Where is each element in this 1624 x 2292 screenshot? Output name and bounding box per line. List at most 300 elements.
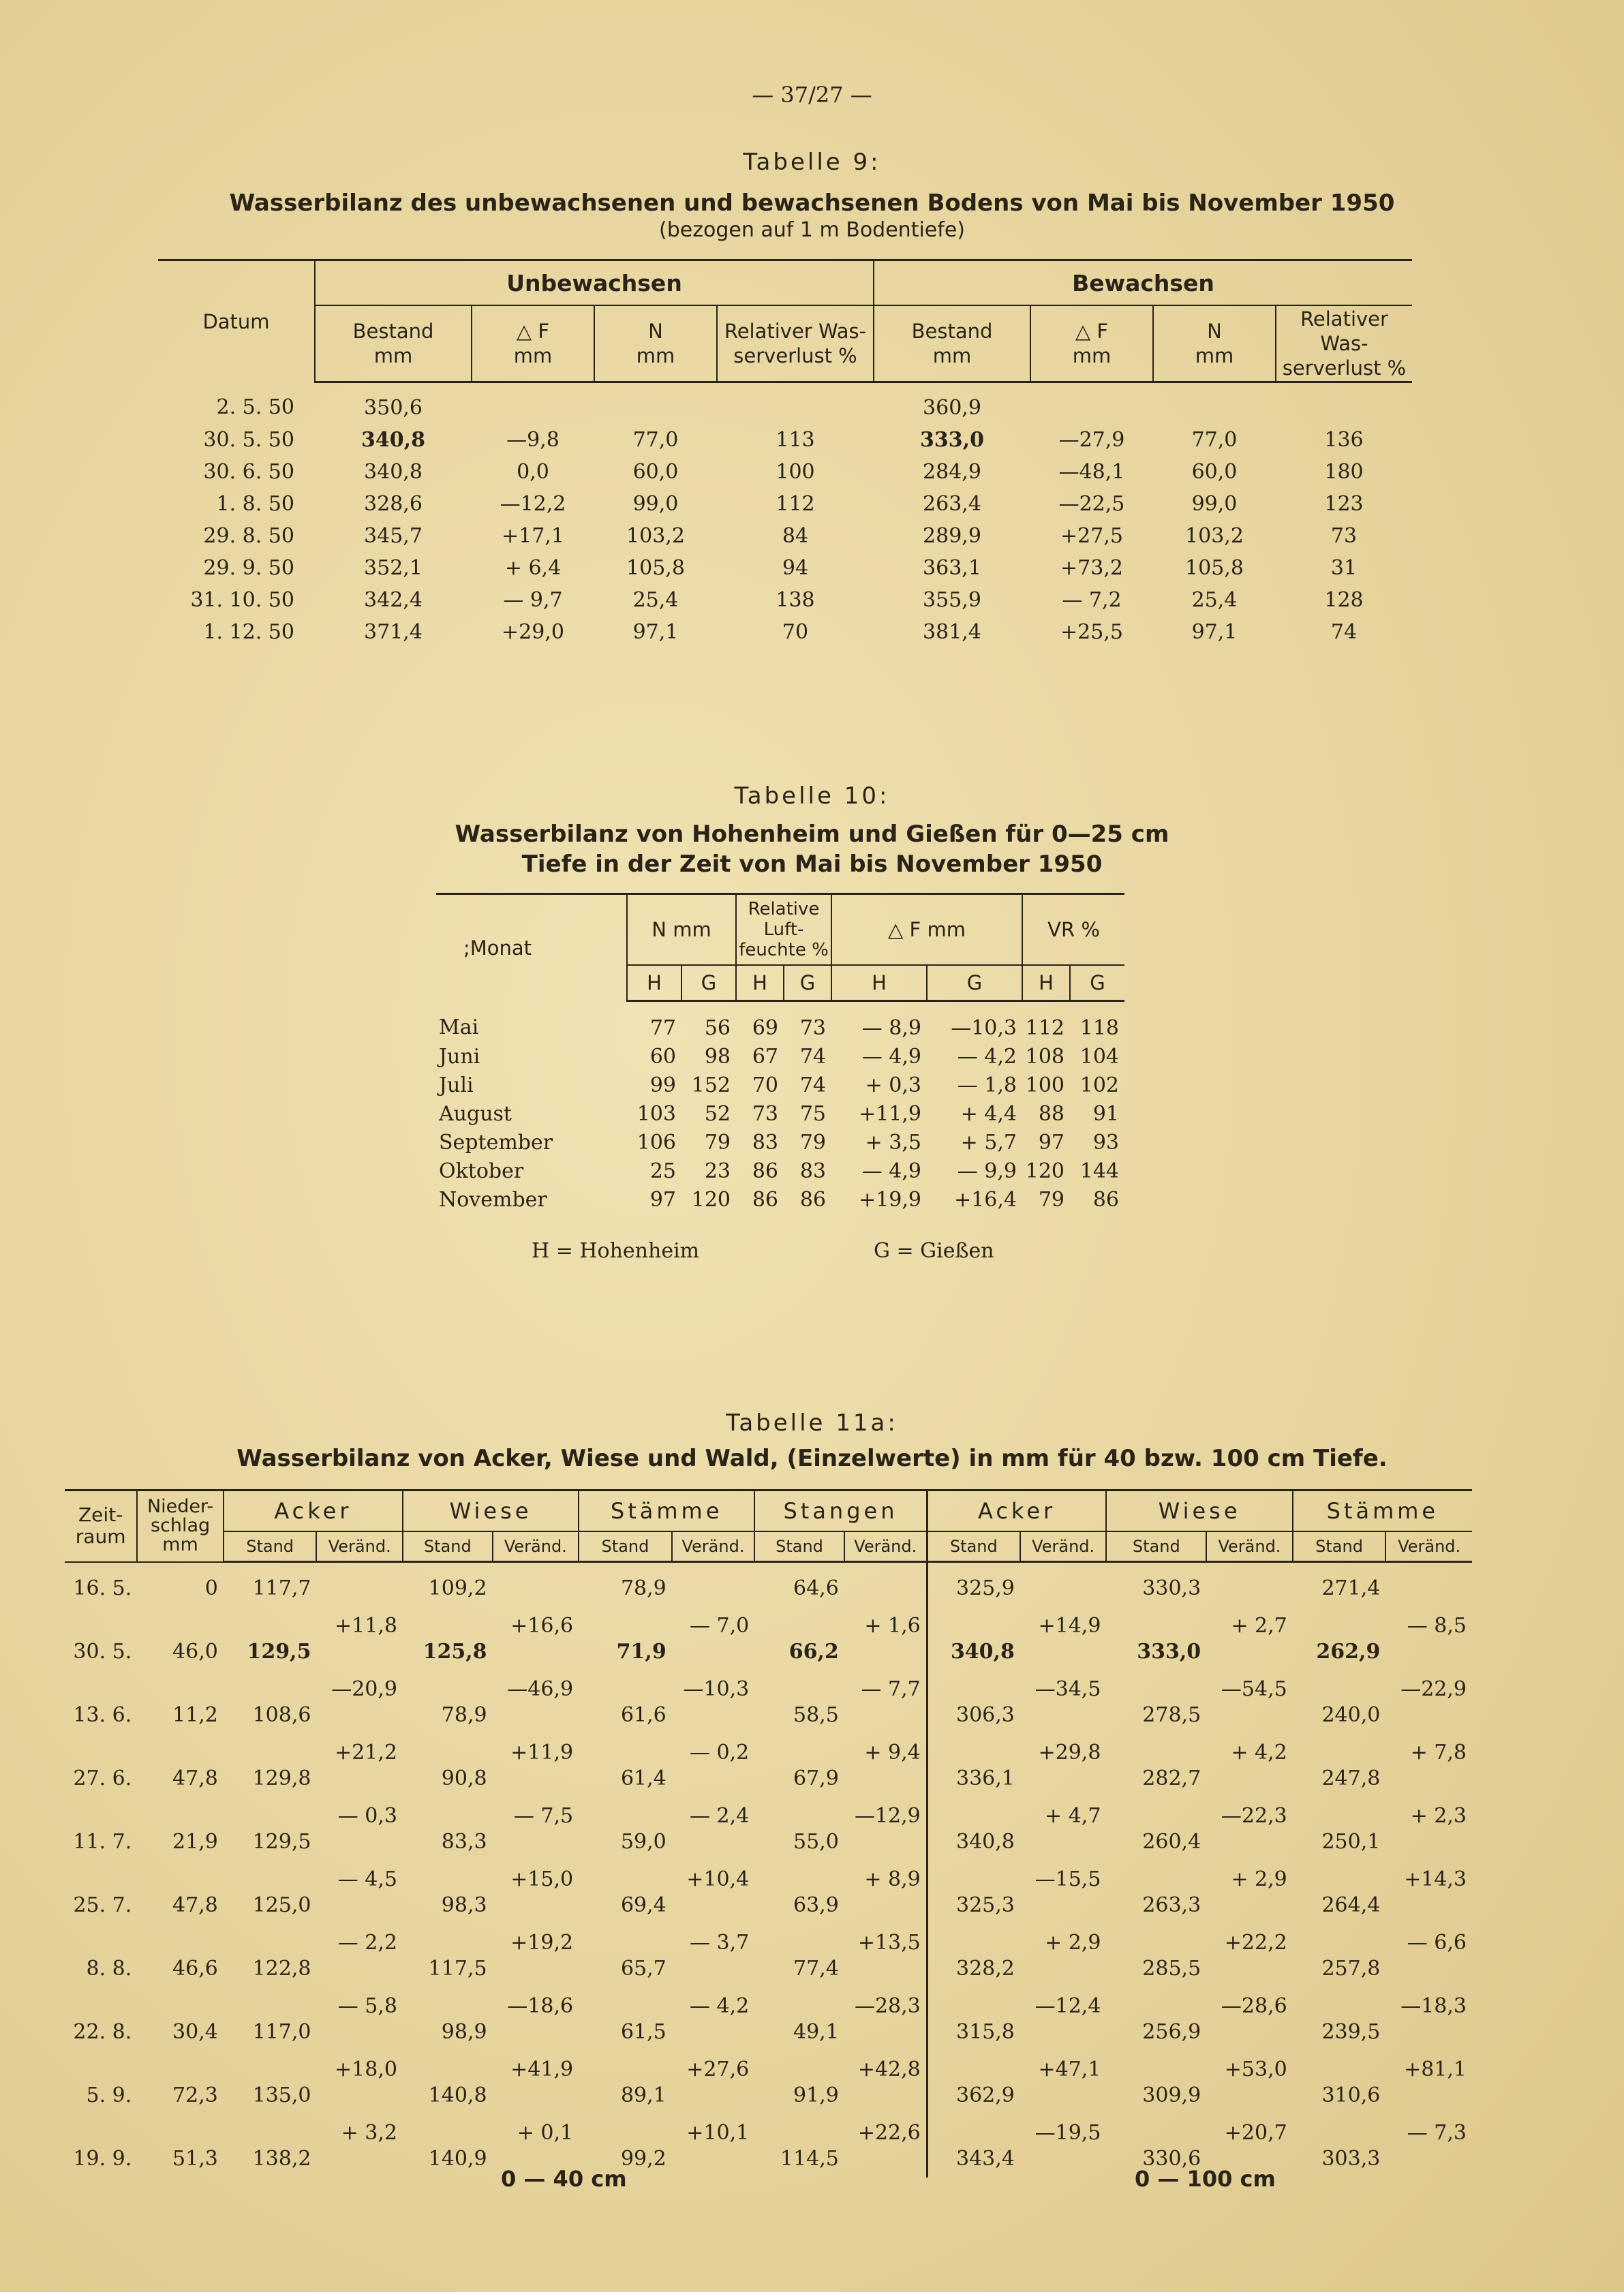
stand-cell: 108,6: [252, 1703, 311, 1727]
value-cell: 381,4: [923, 620, 981, 644]
value-cell: 84: [782, 524, 809, 548]
value-cell: 340,8: [361, 428, 425, 452]
table10-row: [436, 1185, 1124, 1214]
table10-row: [436, 1157, 1124, 1185]
col-niederschlag: Nieder- schlag mm: [137, 1491, 224, 1562]
date-cell: 8. 8.: [86, 1957, 132, 1981]
col-zeitraum: Zeit- raum: [65, 1491, 137, 1562]
cell: [403, 1987, 493, 2019]
cell: [1206, 2019, 1293, 2051]
cell: [493, 1702, 579, 1734]
value-cell: 103,2: [626, 524, 685, 548]
veraend-cell: +14,3: [1404, 1867, 1467, 1891]
veraend-cell: — 2,4: [689, 1804, 750, 1828]
cell: [1106, 2114, 1206, 2145]
cell: [137, 1607, 224, 1638]
cell: [137, 1797, 224, 1829]
stand-cell: 61,5: [620, 2020, 667, 2044]
cell: [1106, 1861, 1206, 1892]
value-cell: 128: [1324, 588, 1364, 612]
veraend-cell: —28,3: [854, 1994, 921, 2018]
table11a-stand-row: [65, 2082, 1472, 2114]
veraend-cell: + 9,4: [864, 1741, 921, 1764]
value-cell: 340,8: [364, 460, 423, 484]
value-cell: 69: [752, 1015, 778, 1040]
veraend-cell: + 0,1: [517, 2121, 574, 2145]
stand-cell: 129,8: [252, 1767, 311, 1790]
sub-stand: Stand: [1106, 1531, 1206, 1562]
stand-cell: 328,2: [927, 1955, 1020, 1987]
cell: [927, 1797, 1020, 1829]
cell: [1206, 1955, 1293, 1987]
veraend-cell: +20,7: [1224, 2121, 1287, 2145]
cell: [1385, 1955, 1472, 1987]
table9-row: [158, 424, 1412, 456]
value-cell: 60: [649, 1044, 676, 1069]
value-cell: 94: [782, 556, 809, 580]
value-cell: 79: [1038, 1187, 1064, 1212]
veraend-cell: +16,6: [510, 1614, 574, 1638]
table10-label: Tabelle 10:: [734, 782, 890, 810]
veraend-cell: + 1,6: [864, 1614, 921, 1638]
table11a-change-row: [65, 1924, 1472, 1955]
value-cell: [1276, 382, 1412, 425]
cell: [137, 1670, 224, 1702]
table11a-stand-row: [65, 1829, 1472, 1861]
value-cell: 0,0: [517, 460, 549, 484]
veraend-cell: + 2,9: [1045, 1931, 1101, 1955]
value-cell: +27,5: [1060, 524, 1123, 548]
table11a-title: Wasserbilanz von Acker, Wiese und Wald, (Einzelwerte) in mm für 40 bzw. 100 cm Tiefe.: [236, 1445, 1388, 1472]
stand-cell: 66,2: [788, 1640, 839, 1664]
value-cell: 99,0: [632, 492, 679, 516]
table11a-stand-row: [65, 1955, 1472, 1987]
month-cell: November: [439, 1187, 547, 1212]
veraend-cell: +53,0: [1224, 2058, 1287, 2081]
cell: [224, 1861, 317, 1892]
table10-title-line2: Tiefe in der Zeit von Mai bis November 1950: [521, 851, 1103, 878]
value-cell: 105,8: [1185, 556, 1244, 580]
stand-cell: 117,7: [252, 1576, 311, 1600]
sub-veraend: Veränd.: [1385, 1531, 1472, 1562]
cell: [1385, 1765, 1472, 1797]
cell: [1020, 1638, 1107, 1670]
stand-cell: 260,4: [1142, 1830, 1201, 1854]
cell: [754, 1924, 844, 1955]
table9-row: [158, 552, 1412, 584]
veraend-cell: — 7,5: [513, 1804, 574, 1828]
veraend-cell: +11,9: [510, 1741, 574, 1764]
table10-row: [436, 1071, 1124, 1099]
sub-stand: Stand: [579, 1531, 672, 1562]
veraend-cell: —46,9: [507, 1677, 574, 1701]
cell: [1385, 1892, 1472, 1924]
stand-cell: 109,2: [428, 1576, 487, 1600]
cell: [672, 1702, 754, 1734]
value-cell: [472, 382, 594, 425]
niederschlag-cell: 47,8: [172, 1767, 218, 1790]
veraend-cell: — 7,7: [861, 1677, 921, 1701]
cell: [672, 2082, 754, 2114]
value-cell: — 7,2: [1062, 588, 1122, 612]
niederschlag-cell: 30,4: [172, 2020, 218, 2044]
group-acker-40: Acker: [224, 1491, 403, 1532]
cell: [1293, 1734, 1386, 1765]
value-cell: 23: [704, 1159, 731, 1183]
value-cell: 86: [752, 1159, 778, 1183]
veraend-cell: — 4,5: [337, 1867, 397, 1891]
value-cell: 152: [691, 1073, 731, 1097]
value-cell: 284,9: [923, 460, 981, 484]
table9-title: Wasserbilanz des unbewachsenen und bewachsenen Bodens von Mai bis November 1950: [229, 189, 1395, 217]
cell: [579, 1924, 672, 1955]
cell: [1293, 2114, 1386, 2145]
table11a-stand-row: [65, 1765, 1472, 1797]
cell: [224, 1797, 317, 1829]
cell: [844, 1638, 927, 1670]
cell: [316, 1955, 403, 1987]
stand-cell: 69,4: [620, 1893, 667, 1917]
value-cell: 73: [1330, 524, 1358, 548]
veraend-cell: +10,4: [686, 1867, 750, 1891]
cell: [1385, 2019, 1472, 2051]
col-rel-u: Relativer Was- serverlust %: [717, 305, 874, 382]
value-cell: 112: [1025, 1015, 1064, 1040]
cell: [927, 2114, 1020, 2145]
cell: [579, 2051, 672, 2082]
cell: [403, 1670, 493, 1702]
value-cell: 97: [649, 1187, 676, 1212]
cell: [1206, 2082, 1293, 2114]
cell: [493, 2019, 579, 2051]
table9-row: [158, 488, 1412, 520]
cell: [316, 2019, 403, 2051]
value-cell: 70: [752, 1073, 778, 1097]
value-cell: 73: [752, 1101, 778, 1126]
cell: [403, 1797, 493, 1829]
value-cell: [594, 382, 717, 425]
niederschlag-cell: 21,9: [172, 1830, 218, 1854]
veraend-cell: —22,3: [1221, 1804, 1287, 1828]
cell: [137, 1987, 224, 2019]
table11a-stand-row: [65, 2019, 1472, 2051]
veraend-cell: +81,1: [1404, 2058, 1467, 2081]
value-cell: 106: [637, 1130, 676, 1155]
month-cell: Juni: [439, 1044, 480, 1069]
stand-cell: 239,5: [1321, 2020, 1381, 2044]
stand-cell: 129,5: [252, 1830, 311, 1854]
table11a-stand-row: [65, 1702, 1472, 1734]
stand-cell: 247,8: [1321, 1767, 1381, 1790]
cell: [65, 1987, 137, 2019]
cell: [493, 1829, 579, 1861]
cell: [1293, 1924, 1386, 1955]
stand-cell: 330,3: [1142, 1576, 1201, 1600]
footer-depth-100: 0 — 100 cm: [1135, 2166, 1276, 2192]
col-n-mm: N mm: [627, 894, 736, 966]
value-cell: 73: [799, 1015, 826, 1040]
stand-cell: 325,9: [927, 1562, 1020, 1608]
stand-cell: 278,5: [1142, 1703, 1201, 1727]
cell: [224, 1987, 317, 2019]
cell: [754, 1797, 844, 1829]
cell: [844, 1955, 927, 1987]
cell: [137, 1861, 224, 1892]
cell: [65, 1607, 137, 1638]
cell: [1385, 2145, 1472, 2178]
stand-cell: 64,6: [793, 1576, 839, 1600]
value-cell: 99: [649, 1073, 676, 1097]
value-cell: + 4,4: [960, 1101, 1017, 1126]
stand-cell: 63,9: [793, 1893, 839, 1917]
page-number: — 37/27 —: [752, 82, 872, 108]
stand-cell: 310,6: [1321, 2083, 1381, 2107]
cell: [1020, 1955, 1107, 1987]
col-rel-b: Relativer Was- serverlust %: [1276, 305, 1412, 382]
table11a-stand-row: [65, 1892, 1472, 1924]
date-cell: 25. 7.: [73, 1893, 132, 1917]
value-cell: 74: [799, 1044, 826, 1069]
cell: [844, 1829, 927, 1861]
cell: [1206, 1638, 1293, 1670]
veraend-cell: —54,5: [1221, 1677, 1287, 1701]
cell: [224, 2051, 317, 2082]
cell: [754, 1861, 844, 1892]
value-cell: 120: [1025, 1159, 1064, 1183]
table9-subtitle: (bezogen auf 1 m Bodentiefe): [659, 218, 965, 242]
stand-cell: 138,2: [252, 2147, 311, 2171]
value-cell: +19,9: [859, 1187, 921, 1212]
cell: [1020, 2082, 1107, 2114]
value-cell: 86: [752, 1187, 778, 1212]
stand-cell: 263,3: [1142, 1893, 1201, 1917]
date-cell: 19. 9.: [73, 2147, 132, 2171]
value-cell: 77,0: [632, 428, 679, 452]
niederschlag-cell: 47,8: [172, 1893, 218, 1917]
cell: [316, 1562, 403, 1608]
table9-row: [158, 456, 1412, 488]
month-cell: August: [439, 1101, 512, 1126]
value-cell: 97: [1038, 1130, 1064, 1155]
veraend-cell: — 6,6: [1407, 1931, 1467, 1955]
stand-cell: 264,4: [1321, 1893, 1381, 1917]
table11a-label: Tabelle 11a:: [726, 1409, 898, 1437]
col-df-u: △ F mm: [472, 305, 594, 382]
cell: [1106, 1607, 1206, 1638]
cell: [65, 2051, 137, 2082]
value-cell: 144: [1079, 1159, 1119, 1183]
stand-cell: 140,8: [428, 2083, 487, 2107]
cell: [754, 2114, 844, 2145]
cell: [1385, 2082, 1472, 2114]
date-cell: 30. 5. 50: [203, 428, 294, 452]
date-cell: 29. 8. 50: [203, 524, 294, 548]
stand-cell: 55,0: [793, 1830, 839, 1854]
value-cell: 123: [1324, 492, 1364, 516]
cell: [754, 2051, 844, 2082]
value-cell: 263,4: [923, 492, 981, 516]
sub-h: H: [1022, 965, 1070, 1001]
value-cell: + 6,4: [504, 556, 562, 580]
cell: [403, 1607, 493, 1638]
cell: [65, 1861, 137, 1892]
cell: [403, 1734, 493, 1765]
cell: [672, 1638, 754, 1670]
cell: [1020, 2019, 1107, 2051]
col-bestand-u: Bestand mm: [315, 305, 472, 382]
stand-cell: 362,9: [927, 2082, 1020, 2114]
cell: [672, 1765, 754, 1797]
veraend-cell: — 0,2: [689, 1741, 750, 1764]
value-cell: 31: [1330, 556, 1358, 580]
sub-h: H: [736, 965, 784, 1001]
group-wiese-100: Wiese: [1106, 1491, 1292, 1532]
veraend-cell: —34,5: [1035, 1677, 1101, 1701]
value-cell: —22,5: [1058, 492, 1125, 516]
veraend-cell: + 4,7: [1045, 1804, 1101, 1828]
stand-cell: 114,5: [780, 2147, 839, 2171]
date-cell: 22. 8.: [73, 2020, 132, 2044]
legend-hohenheim: H = Hohenheim: [532, 1239, 700, 1263]
table10-row: [436, 1042, 1124, 1071]
group-unbewachsen: Unbewachsen: [315, 260, 874, 306]
col-rel-luftfeuchte: Relative Luft- feuchte %: [736, 894, 831, 966]
legend-giessen: G = Gießen: [874, 1239, 994, 1263]
cell: [579, 1797, 672, 1829]
sub-veraend: Veränd.: [1020, 1531, 1107, 1562]
cell: [65, 1797, 137, 1829]
veraend-cell: —20,9: [331, 1677, 397, 1701]
cell: [672, 2019, 754, 2051]
stand-cell: 89,1: [620, 2083, 667, 2107]
value-cell: 56: [704, 1015, 731, 1040]
veraend-cell: — 2,2: [337, 1931, 397, 1955]
cell: [1020, 2145, 1107, 2178]
cell: [137, 1924, 224, 1955]
stand-cell: 306,3: [927, 1702, 1020, 1734]
table11a-change-row: [65, 2114, 1472, 2145]
cell: [672, 2145, 754, 2178]
cell: [224, 2114, 317, 2145]
cell: [579, 1987, 672, 2019]
stand-cell: 61,4: [620, 1767, 667, 1790]
veraend-cell: — 5,8: [337, 1994, 397, 2018]
value-cell: 83: [799, 1159, 826, 1183]
cell: [1293, 2051, 1386, 2082]
stand-cell: 309,9: [1142, 2083, 1201, 2107]
table9-row: [158, 520, 1412, 552]
cell: [65, 2114, 137, 2145]
value-cell: 67: [752, 1044, 778, 1069]
value-cell: [1153, 382, 1276, 425]
cell: [65, 1924, 137, 1955]
cell: [137, 2114, 224, 2145]
date-cell: 31. 10. 50: [190, 588, 294, 612]
niederschlag-cell: 72,3: [172, 2083, 218, 2107]
cell: [1106, 1924, 1206, 1955]
veraend-cell: + 3,2: [341, 2121, 397, 2145]
stand-cell: 262,9: [1316, 1640, 1381, 1664]
cell: [844, 1765, 927, 1797]
value-cell: +16,4: [954, 1187, 1017, 1212]
value-cell: —27,9: [1058, 428, 1125, 452]
cell: [316, 1638, 403, 1670]
sub-stand: Stand: [224, 1531, 317, 1562]
cell: [1106, 2051, 1206, 2082]
stand-cell: 285,5: [1142, 1957, 1201, 1981]
table11a: [65, 1489, 1472, 2178]
stand-cell: 271,4: [1321, 1576, 1381, 1600]
cell: [1385, 1638, 1472, 1670]
table10-title-line1: Wasserbilanz von Hohenheim und Gießen für 0—25 cm: [455, 821, 1169, 848]
veraend-cell: + 2,9: [1231, 1867, 1287, 1891]
stand-cell: 77,4: [793, 1957, 839, 1981]
group-bewachsen: Bewachsen: [874, 260, 1412, 306]
date-cell: 30. 5.: [73, 1640, 132, 1664]
cell: [65, 1670, 137, 1702]
col-monat: ;Monat: [436, 894, 627, 1001]
value-cell: 88: [1038, 1101, 1064, 1126]
cell: [316, 2145, 403, 2178]
value-cell: 97,1: [1191, 620, 1238, 644]
col-datum: Datum: [158, 260, 315, 382]
table10: [436, 893, 1124, 1214]
cell: [316, 1829, 403, 1861]
cell: [844, 1892, 927, 1924]
month-cell: Mai: [439, 1015, 479, 1039]
value-cell: 105,8: [626, 556, 685, 580]
veraend-cell: +19,2: [510, 1931, 574, 1955]
group-stangen-40: Stangen: [754, 1491, 927, 1532]
cell: [403, 1924, 493, 1955]
value-cell: — 4,9: [861, 1044, 921, 1069]
niederschlag-cell: 0: [204, 1576, 218, 1600]
date-cell: 1. 8. 50: [216, 492, 294, 516]
table10-row: [436, 1099, 1124, 1128]
stand-cell: 98,3: [441, 1893, 487, 1917]
value-cell: 77,0: [1191, 428, 1238, 452]
veraend-cell: +10,1: [686, 2121, 750, 2145]
value-cell: 25: [649, 1159, 676, 1183]
sub-veraend: Veränd.: [316, 1531, 403, 1562]
value-cell: +17,1: [502, 524, 564, 548]
value-cell: 100: [1025, 1073, 1064, 1097]
cell: [493, 1638, 579, 1670]
cell: [1020, 1829, 1107, 1861]
group-wiese-40: Wiese: [403, 1491, 579, 1532]
value-cell: — 4,2: [957, 1044, 1017, 1069]
sub-veraend: Veränd.: [1206, 1531, 1293, 1562]
veraend-cell: +14,9: [1038, 1614, 1101, 1638]
cell: [316, 1765, 403, 1797]
cell: [316, 1702, 403, 1734]
cell: [493, 1562, 579, 1608]
veraend-cell: —10,3: [683, 1677, 750, 1701]
cell: [224, 1670, 317, 1702]
stand-cell: 340,8: [927, 1829, 1020, 1861]
value-cell: 108: [1025, 1044, 1064, 1069]
table9-row: [158, 616, 1412, 648]
stand-cell: 117,5: [428, 1957, 487, 1981]
cell: [927, 2051, 1020, 2082]
veraend-cell: + 2,7: [1231, 1614, 1287, 1638]
stand-cell: 125,8: [423, 1640, 487, 1664]
cell: [1020, 1892, 1107, 1924]
sub-veraend: Veränd.: [844, 1531, 927, 1562]
stand-cell: 71,9: [616, 1640, 667, 1664]
value-cell: 70: [782, 620, 809, 644]
value-cell: 120: [691, 1187, 731, 1212]
